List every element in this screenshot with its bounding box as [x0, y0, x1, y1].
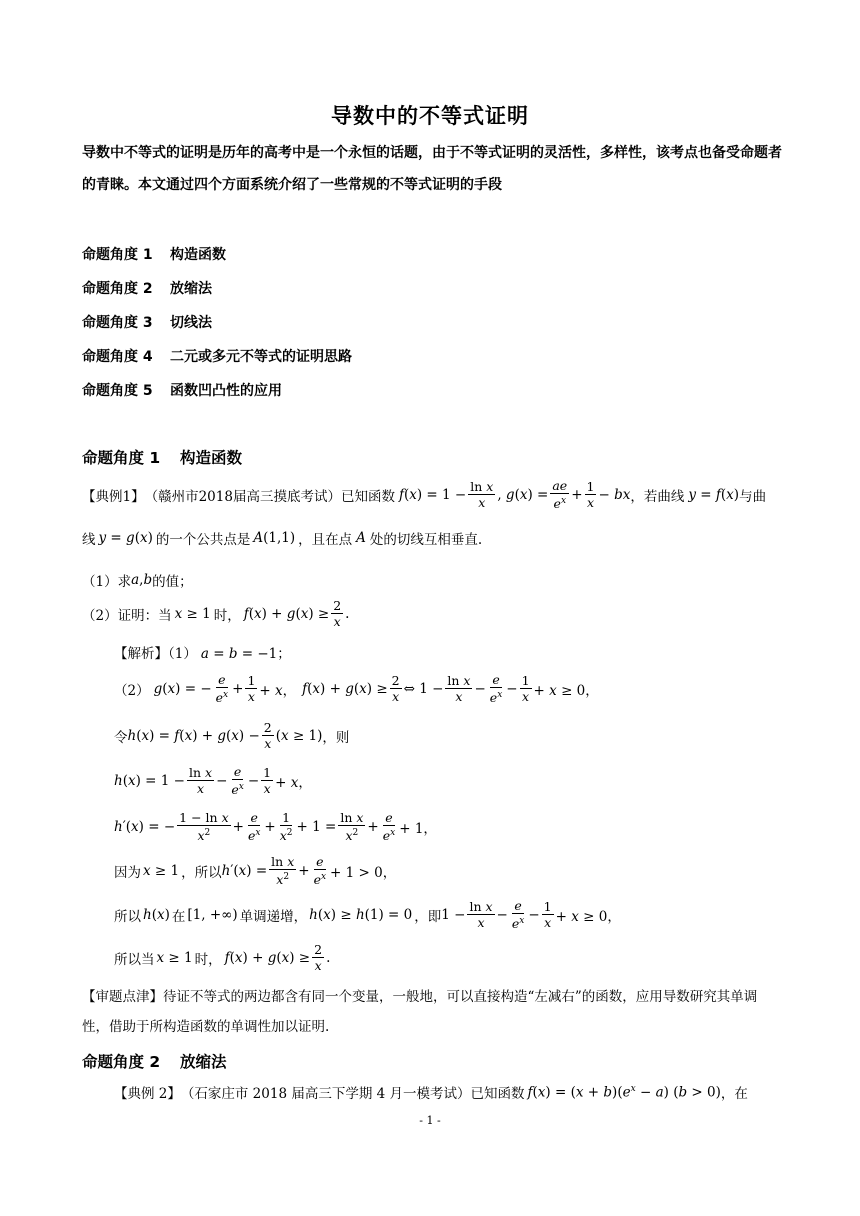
section-heading: 命题角度 1 构造函数 [82, 449, 243, 467]
monotonic-conclusion: 所以 h(x) 在 [1, +∞) 单调递增， h(x) ≥ h(1) = 0 ，即 1 − $\frac{\text{ln x}}{x}$ − $\frac{e}{e^x}$ − $\frac{1}{x}$ + x ≥ 0， [114, 898, 621, 932]
solution-part-2: （2） g(x) = − $\frac{e}{e^x}$ + $\frac{1}{x}$ + x， f(x) + g(x) ≥ $\frac{2}{x}$ ⇔ 1 − $\frac{\text{ln x}}{x}$ − $\frac{e}{e^x}$ − $\frac{1}{x}$ + x ≥ 0， [114, 672, 599, 706]
final-conclusion: 所以当 x ≥ 1 时， f(x) + g(x) ≥ $\frac{2}{x}$ . [114, 942, 331, 973]
page-title: 导数中的不等式证明 [331, 104, 529, 128]
derivative-positive: 因为 x ≥ 1 ，所以 h′(x) = $\frac{\text{ln x}}{x^2}$ + $\frac{e}{e^x}$ + 1 > 0， [114, 854, 397, 888]
toc-item: 命题角度 4 二元或多元不等式的证明思路 [82, 349, 352, 365]
intro-paragraph: 导数中不等式的证明是历年的高考中是一个永恒的话题，由于不等式证明的灵活性，多样性，该考点也备受命题者的青睐。本文通过四个方面系统介绍了一些常规的不等式证明的手段 [82, 145, 782, 193]
toc-item: 命题角度 1 构造函数 [82, 247, 226, 263]
question-1: （1）求 a , b 的值； [82, 572, 193, 590]
section-heading: 命题角度 2 放缩法 [82, 1053, 227, 1071]
example-1-line-2: 线 y = g(x) 的一个公共点是 A(1,1) ，且在点 A 处的切线互相垂直. [82, 530, 483, 548]
example-2-line-1: 【典例 2】 （石家庄市 2018 届高三下学期 4 月一模考试）已知函数 $f(x) = (x + b)(e^x - a)$ (b > 0) ，在 [114, 1083, 748, 1102]
toc-item: 命题角度 5 函数凹凸性的应用 [82, 383, 282, 399]
solution-part-1: 【解析】（1） a = b = −1； [114, 646, 291, 662]
question-2: （2）证明：当 x ≥ 1 时， f(x) + g(x) ≥ $\frac{2}{x}$ . [82, 598, 350, 629]
example-1-line-1: 【典例1】 （赣州市2018届高三摸底考试）已知函数 f(x) = 1 − $\frac{\text{ln x}}{x}$ , g(x) = $\frac{ae}{e^x}$ + $\frac{1}{x}$ − bx ，若曲线 y = f(x) 与曲 [82, 478, 767, 512]
page-number: - 1 - [419, 1114, 441, 1127]
h-expression: h(x) = 1 − $\frac{\text{ln x}}{x}$ − $\frac{e}{e^x}$ − $\frac{1}{x}$ + x， [114, 764, 312, 798]
let-h-definition: 令 h(x) = f(x) + g(x) − $\frac{2}{x}$ (x ≥ 1) ，则 [114, 720, 350, 751]
review-note: 【审题点津】待证不等式的两边都含有同一个变量，一般地，可以直接构造“左减右”的函数，应用导数研究其单调性，借助于所构造函数的单调性加以证明. [82, 989, 758, 1035]
h-derivative: h′(x) = − $\frac{\text{1 − ln x}}{x^2}$ + $\frac{e}{e^x}$ + $\frac{1}{x^2}$ + 1 = $\frac{\text{ln x}}{x^2}$ + $\frac{e}{e^x}$ + 1， [114, 810, 437, 844]
toc-item: 命题角度 3 切线法 [82, 315, 212, 331]
toc-item: 命题角度 2 放缩法 [82, 281, 212, 297]
